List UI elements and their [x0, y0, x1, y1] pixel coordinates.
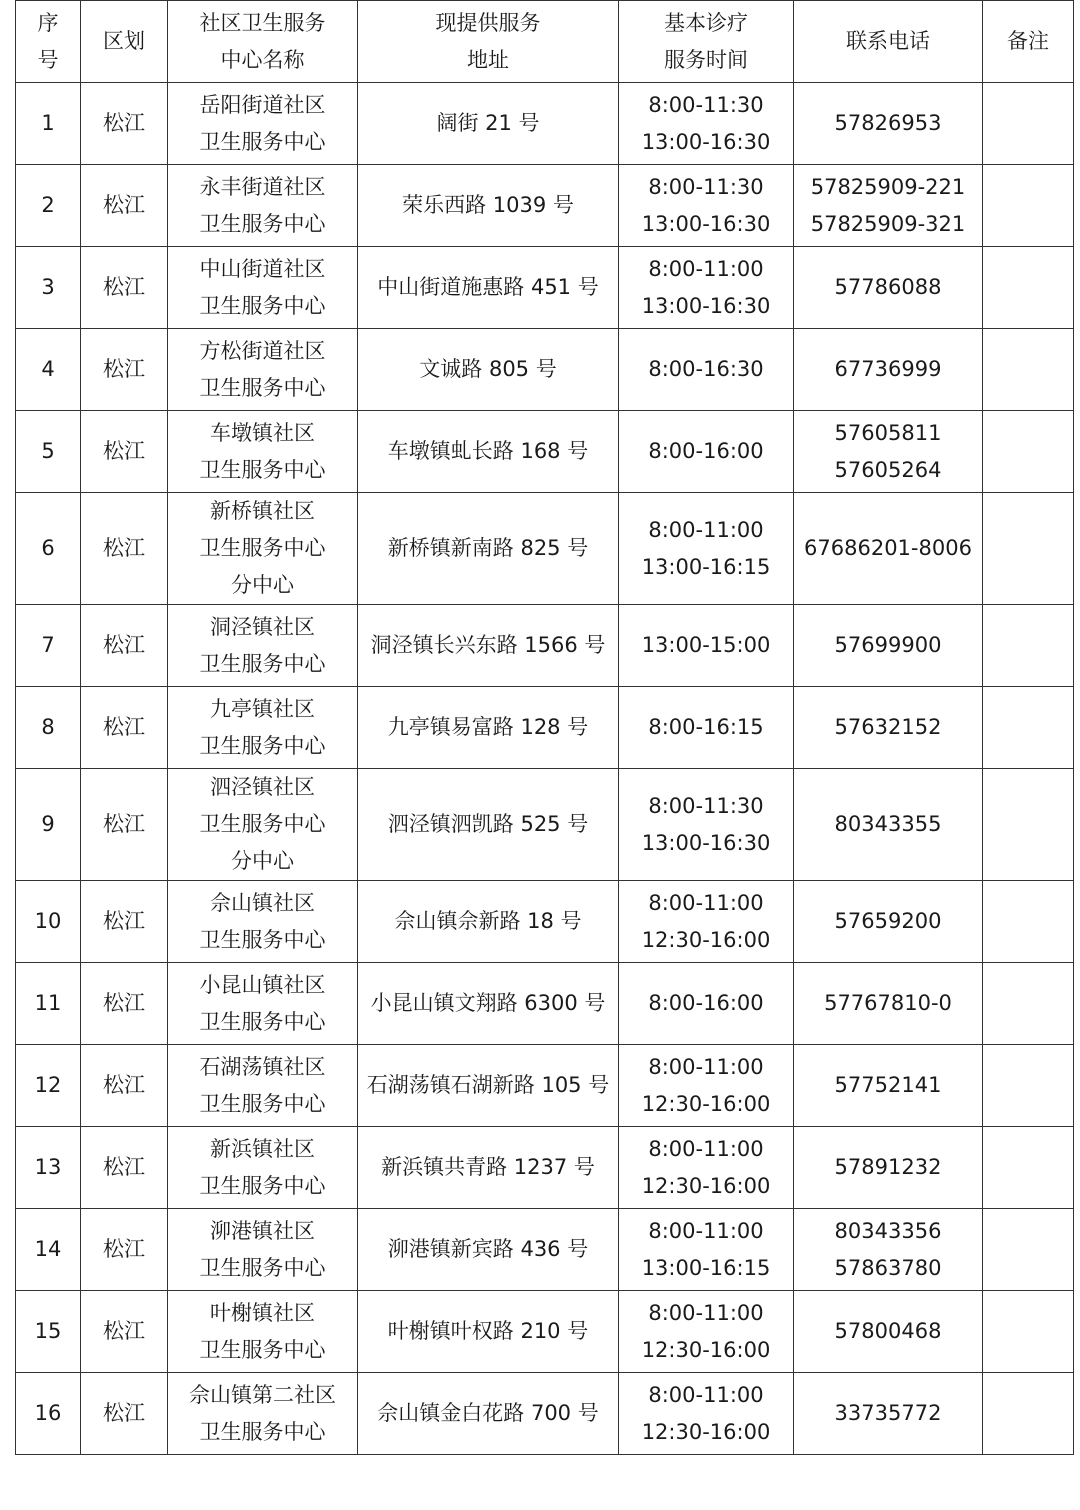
hours-cell: 8:00-11:30 13:00-16:30 [619, 165, 794, 247]
table-row [16, 329, 1074, 411]
table-row [16, 1209, 1074, 1291]
district-cell: 松江 [81, 165, 168, 247]
address-cell: 新浜镇共青路 1237 号 [358, 1127, 619, 1209]
address-cell: 泗泾镇泗凯路 525 号 [358, 769, 619, 881]
phone-cell: 67736999 [794, 329, 983, 411]
hours-cell: 8:00-11:00 12:30-16:00 [619, 881, 794, 963]
address-cell: 新桥镇新南路 825 号 [358, 493, 619, 605]
hours-cell: 8:00-16:30 [619, 329, 794, 411]
center-name-cell: 车墩镇社区 卫生服务中心 [168, 411, 358, 493]
center-name-cell: 泗泾镇社区 卫生服务中心 分中心 [168, 769, 358, 881]
row-number: 9 [16, 769, 81, 881]
note-cell [983, 769, 1074, 881]
district-cell: 松江 [81, 1127, 168, 1209]
header-hours: 基本诊疗 服务时间 [619, 1, 794, 83]
district-cell: 松江 [81, 1045, 168, 1127]
address-cell: 泖港镇新宾路 436 号 [358, 1209, 619, 1291]
phone-cell: 57699900 [794, 605, 983, 687]
address-cell: 阔街 21 号 [358, 83, 619, 165]
center-name-cell: 佘山镇社区 卫生服务中心 [168, 881, 358, 963]
table-row [16, 687, 1074, 769]
hours-cell: 8:00-11:00 13:00-16:30 [619, 247, 794, 329]
row-number: 5 [16, 411, 81, 493]
row-number: 7 [16, 605, 81, 687]
row-number: 16 [16, 1373, 81, 1455]
phone-cell: 33735772 [794, 1373, 983, 1455]
note-cell [983, 83, 1074, 165]
table-row [16, 1291, 1074, 1373]
center-name-cell: 佘山镇第二社区 卫生服务中心 [168, 1373, 358, 1455]
row-number: 15 [16, 1291, 81, 1373]
address-cell: 九亭镇易富路 128 号 [358, 687, 619, 769]
center-name-cell: 方松街道社区 卫生服务中心 [168, 329, 358, 411]
center-name-cell: 洞泾镇社区 卫生服务中心 [168, 605, 358, 687]
hours-cell: 8:00-11:00 12:30-16:00 [619, 1045, 794, 1127]
hours-cell: 8:00-16:00 [619, 963, 794, 1045]
note-cell [983, 493, 1074, 605]
row-number: 3 [16, 247, 81, 329]
center-name-cell: 新浜镇社区 卫生服务中心 [168, 1127, 358, 1209]
district-cell: 松江 [81, 605, 168, 687]
note-cell [983, 329, 1074, 411]
row-number: 4 [16, 329, 81, 411]
note-cell [983, 247, 1074, 329]
phone-cell: 57605811 57605264 [794, 411, 983, 493]
row-number: 6 [16, 493, 81, 605]
table-row [16, 881, 1074, 963]
phone-cell: 57825909-221 57825909-321 [794, 165, 983, 247]
phone-cell: 57786088 [794, 247, 983, 329]
row-number: 11 [16, 963, 81, 1045]
address-cell: 荣乐西路 1039 号 [358, 165, 619, 247]
phone-cell: 57632152 [794, 687, 983, 769]
header-row [16, 1, 1074, 83]
phone-cell: 80343356 57863780 [794, 1209, 983, 1291]
district-cell: 松江 [81, 493, 168, 605]
address-cell: 佘山镇佘新路 18 号 [358, 881, 619, 963]
center-name-cell: 中山街道社区 卫生服务中心 [168, 247, 358, 329]
note-cell [983, 1291, 1074, 1373]
hours-cell: 8:00-11:00 13:00-16:15 [619, 1209, 794, 1291]
district-cell: 松江 [81, 963, 168, 1045]
district-cell: 松江 [81, 687, 168, 769]
phone-cell: 57891232 [794, 1127, 983, 1209]
note-cell [983, 1373, 1074, 1455]
center-name-cell: 泖港镇社区 卫生服务中心 [168, 1209, 358, 1291]
center-name-cell: 叶榭镇社区 卫生服务中心 [168, 1291, 358, 1373]
center-name-cell: 石湖荡镇社区 卫生服务中心 [168, 1045, 358, 1127]
address-cell: 车墩镇虬长路 168 号 [358, 411, 619, 493]
phone-cell: 57752141 [794, 1045, 983, 1127]
hours-cell: 8:00-11:00 13:00-16:15 [619, 493, 794, 605]
row-number: 2 [16, 165, 81, 247]
header-district: 区划 [81, 1, 168, 83]
note-cell [983, 1127, 1074, 1209]
table-row [16, 1127, 1074, 1209]
table-row [16, 83, 1074, 165]
row-number: 1 [16, 83, 81, 165]
row-number: 10 [16, 881, 81, 963]
address-cell: 洞泾镇长兴东路 1566 号 [358, 605, 619, 687]
address-cell: 小昆山镇文翔路 6300 号 [358, 963, 619, 1045]
hours-cell: 8:00-11:00 12:30-16:00 [619, 1127, 794, 1209]
table-body [16, 83, 1074, 1455]
note-cell [983, 605, 1074, 687]
hours-cell: 8:00-11:30 13:00-16:30 [619, 769, 794, 881]
note-cell [983, 411, 1074, 493]
phone-cell: 67686201-8006 [794, 493, 983, 605]
note-cell [983, 687, 1074, 769]
table-row [16, 493, 1074, 605]
note-cell [983, 963, 1074, 1045]
center-name-cell: 小昆山镇社区 卫生服务中心 [168, 963, 358, 1045]
header-no: 序 号 [16, 1, 81, 83]
table-row [16, 605, 1074, 687]
address-cell: 石湖荡镇石湖新路 105 号 [358, 1045, 619, 1127]
hours-cell: 8:00-11:00 12:30-16:00 [619, 1373, 794, 1455]
note-cell [983, 165, 1074, 247]
phone-cell: 57659200 [794, 881, 983, 963]
header-phone: 联系电话 [794, 1, 983, 83]
table-row [16, 411, 1074, 493]
note-cell [983, 881, 1074, 963]
header-center-name: 社区卫生服务 中心名称 [168, 1, 358, 83]
district-cell: 松江 [81, 411, 168, 493]
phone-cell: 80343355 [794, 769, 983, 881]
center-name-cell: 岳阳街道社区 卫生服务中心 [168, 83, 358, 165]
phone-cell: 57767810-0 [794, 963, 983, 1045]
row-number: 14 [16, 1209, 81, 1291]
address-cell: 文诚路 805 号 [358, 329, 619, 411]
district-cell: 松江 [81, 1373, 168, 1455]
district-cell: 松江 [81, 769, 168, 881]
table-row [16, 247, 1074, 329]
district-cell: 松江 [81, 1209, 168, 1291]
district-cell: 松江 [81, 329, 168, 411]
center-name-cell: 新桥镇社区 卫生服务中心 分中心 [168, 493, 358, 605]
hours-cell: 8:00-11:00 12:30-16:00 [619, 1291, 794, 1373]
row-number: 12 [16, 1045, 81, 1127]
center-name-cell: 九亭镇社区 卫生服务中心 [168, 687, 358, 769]
district-cell: 松江 [81, 881, 168, 963]
hours-cell: 8:00-16:15 [619, 687, 794, 769]
hours-cell: 8:00-16:00 [619, 411, 794, 493]
row-number: 8 [16, 687, 81, 769]
address-cell: 中山街道施惠路 451 号 [358, 247, 619, 329]
table-row [16, 963, 1074, 1045]
hours-cell: 13:00-15:00 [619, 605, 794, 687]
phone-cell: 57826953 [794, 83, 983, 165]
row-number: 13 [16, 1127, 81, 1209]
hours-cell: 8:00-11:30 13:00-16:30 [619, 83, 794, 165]
address-cell: 佘山镇金白花路 700 号 [358, 1373, 619, 1455]
district-cell: 松江 [81, 247, 168, 329]
header-address: 现提供服务 地址 [358, 1, 619, 83]
note-cell [983, 1045, 1074, 1127]
clinic-table [15, 0, 1074, 1455]
table-row [16, 165, 1074, 247]
address-cell: 叶榭镇叶权路 210 号 [358, 1291, 619, 1373]
header-note: 备注 [983, 1, 1074, 83]
table-row [16, 1373, 1074, 1455]
table-row [16, 1045, 1074, 1127]
note-cell [983, 1209, 1074, 1291]
district-cell: 松江 [81, 1291, 168, 1373]
center-name-cell: 永丰街道社区 卫生服务中心 [168, 165, 358, 247]
phone-cell: 57800468 [794, 1291, 983, 1373]
district-cell: 松江 [81, 83, 168, 165]
table-row [16, 769, 1074, 881]
